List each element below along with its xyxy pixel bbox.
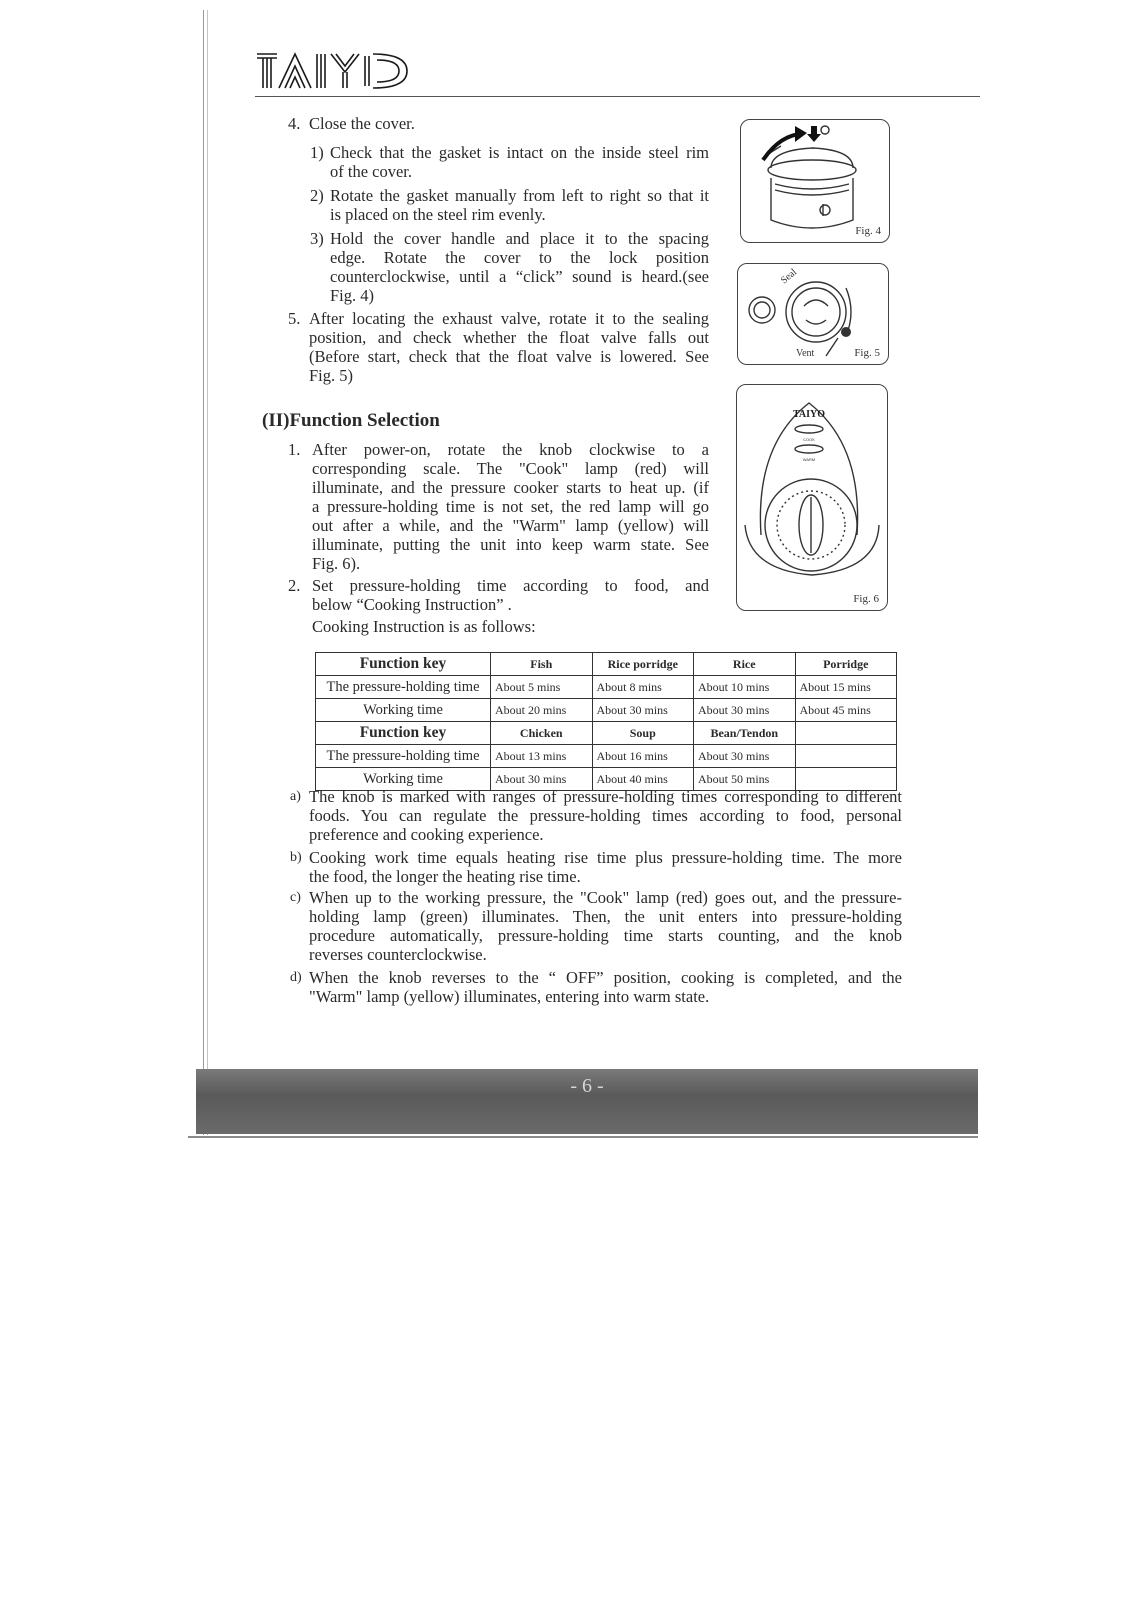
substep-number: 2) bbox=[310, 186, 324, 205]
row-label: Working time bbox=[316, 699, 491, 722]
note-line: procedure automatically, pressure-holding time starts counting, and the knob bbox=[309, 926, 902, 945]
table-cell: About 30 mins bbox=[694, 745, 796, 768]
substep-line: of the cover. bbox=[330, 162, 413, 181]
page-number: - 6 - bbox=[570, 1075, 604, 1097]
header-rule bbox=[255, 96, 980, 97]
figure-5 bbox=[737, 263, 889, 365]
row-label: Function key bbox=[316, 653, 491, 676]
table-cell: About 20 mins bbox=[491, 699, 593, 722]
substep-line: Hold the cover handle and place it to the spacing bbox=[330, 229, 709, 248]
row-label: The pressure-holding time bbox=[316, 676, 491, 699]
item-number: 2. bbox=[288, 576, 301, 595]
item-line: illuminate, and the pressure cooker starts to heat up. (if bbox=[312, 478, 709, 497]
note-letter: d) bbox=[290, 970, 302, 985]
figure-4 bbox=[740, 119, 890, 243]
section-title: (II)Function Selection bbox=[262, 410, 440, 431]
row-label: The pressure-holding time bbox=[316, 745, 491, 768]
item-number: 1. bbox=[288, 440, 301, 459]
table-cell: About 16 mins bbox=[592, 745, 694, 768]
binding-line bbox=[203, 10, 204, 1135]
table-cell: About 8 mins bbox=[592, 676, 694, 699]
figure-caption: Fig. 6 bbox=[853, 593, 879, 605]
note-line: The knob is marked with ranges of pressure-holding times corresponding to different bbox=[309, 787, 902, 806]
figure-6 bbox=[736, 384, 888, 611]
note-letter: c) bbox=[290, 890, 301, 905]
note-line: "Warm" lamp (yellow) illuminates, entering into warm state. bbox=[309, 987, 710, 1006]
note-line: When up to the working pressure, the "Cook" lamp (red) goes out, and the pressure- bbox=[309, 888, 902, 907]
item-line: corresponding scale. The "Cook" lamp (red) will bbox=[312, 459, 709, 478]
step-line: After locating the exhaust valve, rotate it to the sealing bbox=[309, 309, 709, 328]
note-line: foods. You can regulate the pressure-holding times according to food, personal bbox=[309, 806, 902, 825]
item-line: a pressure-holding time is not set, the red lamp will go bbox=[312, 497, 709, 516]
item-line: Set pressure-holding time according to food, and bbox=[312, 576, 709, 595]
note-letter: b) bbox=[290, 850, 302, 865]
taiyo-logo bbox=[255, 44, 415, 94]
note-line: reverses counterclockwise. bbox=[309, 945, 487, 964]
control-panel-illustration bbox=[737, 385, 887, 610]
step-title: Close the cover. bbox=[309, 114, 415, 133]
note-line: the food, the longer the heating rise time. bbox=[309, 867, 581, 886]
seal-label: Seal bbox=[778, 266, 800, 287]
table-cell: About 13 mins bbox=[491, 745, 593, 768]
table-row bbox=[316, 722, 897, 745]
step-number: 4. bbox=[288, 114, 301, 133]
step-line: position, and check whether the float valve falls out bbox=[309, 328, 709, 347]
vent-label: Vent bbox=[796, 348, 815, 359]
table-cell: About 30 mins bbox=[592, 699, 694, 722]
table-cell bbox=[795, 745, 897, 768]
table-cell: About 50 mins bbox=[694, 768, 796, 791]
table-cell: About 45 mins bbox=[795, 699, 897, 722]
cooker-lid-illustration bbox=[741, 120, 889, 242]
binding-line bbox=[207, 10, 208, 1135]
table-cell: About 30 mins bbox=[491, 768, 593, 791]
item-line: out after a while, and the "Warm" lamp (yellow) will bbox=[312, 516, 709, 535]
table-cell: About 10 mins bbox=[694, 676, 796, 699]
note-line: preference and cooking experience. bbox=[309, 825, 544, 844]
table-cell: Rice porridge bbox=[592, 653, 694, 676]
row-label: Function key bbox=[316, 722, 491, 745]
step-number: 5. bbox=[288, 309, 301, 328]
table-row bbox=[316, 653, 897, 676]
table-cell: Chicken bbox=[491, 722, 593, 745]
item-line: Fig. 6). bbox=[312, 554, 361, 573]
item-line: below “Cooking Instruction” . bbox=[312, 595, 512, 614]
figure-caption: Fig. 4 bbox=[855, 225, 881, 237]
substep-line: Rotate the gasket manually from left to right so that it bbox=[330, 186, 709, 205]
table-cell: Fish bbox=[491, 653, 593, 676]
table-row bbox=[316, 676, 897, 699]
substep-line: counterclockwise, until a “click” sound is heard.(see bbox=[330, 267, 709, 286]
table-row bbox=[316, 699, 897, 722]
item-line: Cooking Instruction is as follows: bbox=[312, 617, 536, 636]
note-line: holding lamp (green) illuminates. Then, the unit enters into pressure-holding bbox=[309, 907, 902, 926]
item-line: After power-on, rotate the knob clockwise to a bbox=[312, 440, 709, 459]
table-cell: Rice bbox=[694, 653, 796, 676]
warm-lamp-label: WARM bbox=[802, 457, 816, 462]
table-cell: Porridge bbox=[795, 653, 897, 676]
substep-line: Check that the gasket is intact on the inside steel rim bbox=[330, 143, 709, 162]
figure-caption: Fig. 5 bbox=[854, 347, 880, 359]
substep-line: is placed on the steel rim evenly. bbox=[330, 205, 546, 224]
table-cell: Bean/Tendon bbox=[694, 722, 796, 745]
table-cell: About 5 mins bbox=[491, 676, 593, 699]
footer-rule bbox=[188, 1136, 978, 1138]
note-line: Cooking work time equals heating rise time plus pressure-holding time. The more bbox=[309, 848, 902, 867]
substep-line: Fig. 4) bbox=[330, 286, 375, 305]
item-line: illuminate, putting the unit into keep warm state. See bbox=[312, 535, 709, 554]
table-cell: About 40 mins bbox=[592, 768, 694, 791]
note-line: When the knob reverses to the “ OFF” position, cooking is completed, and the bbox=[309, 968, 902, 987]
cook-lamp-label: COOK bbox=[803, 437, 815, 442]
step-line: (Before start, check that the float valve is lowered. See bbox=[309, 347, 709, 366]
panel-brand: TAIYO bbox=[792, 409, 826, 420]
footer-bar bbox=[196, 1069, 978, 1134]
step-line: Fig. 5) bbox=[309, 366, 354, 385]
table-cell: Soup bbox=[592, 722, 694, 745]
table-cell bbox=[795, 722, 897, 745]
note-letter: a) bbox=[290, 789, 301, 804]
substep-line: edge. Rotate the cover to the lock position bbox=[330, 248, 709, 267]
row-label: Working time bbox=[316, 768, 491, 791]
table-row bbox=[316, 745, 897, 768]
cooking-instruction-table bbox=[315, 652, 897, 791]
table-cell: About 15 mins bbox=[795, 676, 897, 699]
table-cell: About 30 mins bbox=[694, 699, 796, 722]
substep-number: 1) bbox=[310, 143, 324, 162]
substep-number: 3) bbox=[310, 229, 324, 248]
